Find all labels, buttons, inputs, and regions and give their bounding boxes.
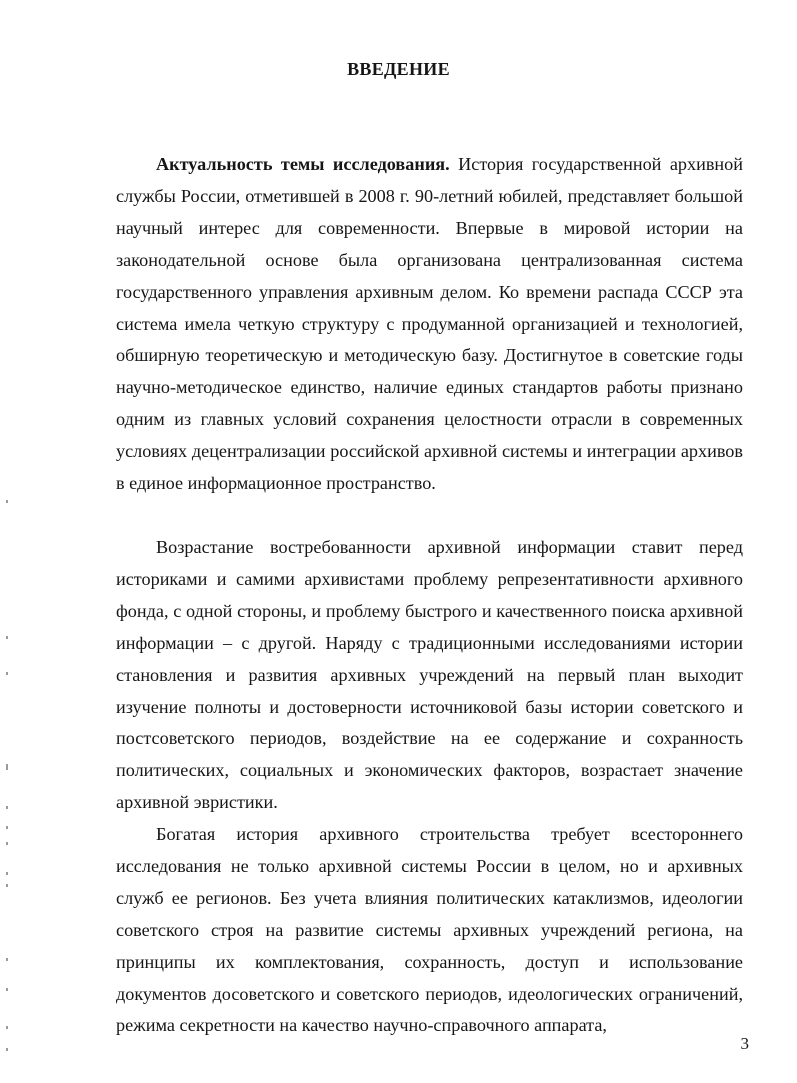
scan-mark (6, 806, 8, 809)
paragraph-text (116, 149, 743, 500)
scan-mark (6, 1048, 8, 1051)
scan-mark (6, 842, 8, 845)
scan-mark (6, 872, 8, 875)
scan-margin-marks (0, 0, 20, 1083)
paragraph-lead: Актуальность темы исследования. (156, 154, 450, 174)
scan-mark (6, 826, 8, 829)
scan-mark (6, 764, 8, 770)
paragraph-body: История государственной архивной службы России, отметившей в 2008 г. 90-летний юбилей, представляет большой научный интерес для современности. Впервые в мировой истории на законодательной основе была организована централизованная система государственного управления архивным делом. Ко времени распада СССР эта система имела четкую структуру с продуманной организацией и технологией, обширную теоретическую и методическую базу. Достигнутое в советские годы научно-методическое единство, наличие единых стандартов работы признано одним из главных условий сохранения целостности отрасли в современных условиях децентрализации российской архивной системы и интеграции архивов в единое информационное пространство. (116, 154, 743, 494)
paragraph-text: Возрастание востребованности архивной информации ставит перед историками и самими архивистами проблему репрезентативности архивного фонда, с одной стороны, и проблему быстрого и качественного поиска архивной информации – с другой. Наряду с традиционными исследованиями истории становления и развития архивных учреждений на первый план выходит изучение полноты и достоверности источниковой базы истории советского и постсоветского периодов, воздействие на ее содержание и сохранность политических, социальных и экономических факторов, возрастает значение архивной эвристики. (116, 537, 743, 813)
paragraph-3 (116, 819, 743, 1042)
scan-mark (6, 1026, 8, 1029)
page-number: 3 (740, 1034, 749, 1053)
scan-mark (6, 884, 8, 887)
paragraph-1 (116, 149, 743, 500)
paragraph-text: Богатая история архивного строительства требует всестороннего исследования не только архивной системы России в целом, но и архивных служб ее регионов. Без учета влияния политических катаклизмов, идеологии советского строя на развитие системы архивных учреждений региона, на принципы их комплектования, сохранность, доступ и использование документов досоветского и советского периодов, идеологических ограничений, режима секретности на качество научно-справочного аппарата, (116, 824, 743, 1036)
section-heading: ВВЕДЕНИЕ (347, 59, 450, 79)
scan-mark (6, 988, 8, 991)
scan-mark (6, 636, 8, 639)
scan-mark (6, 500, 8, 503)
scan-mark (6, 958, 8, 961)
paragraph-2 (116, 532, 743, 819)
scan-mark (6, 672, 8, 675)
